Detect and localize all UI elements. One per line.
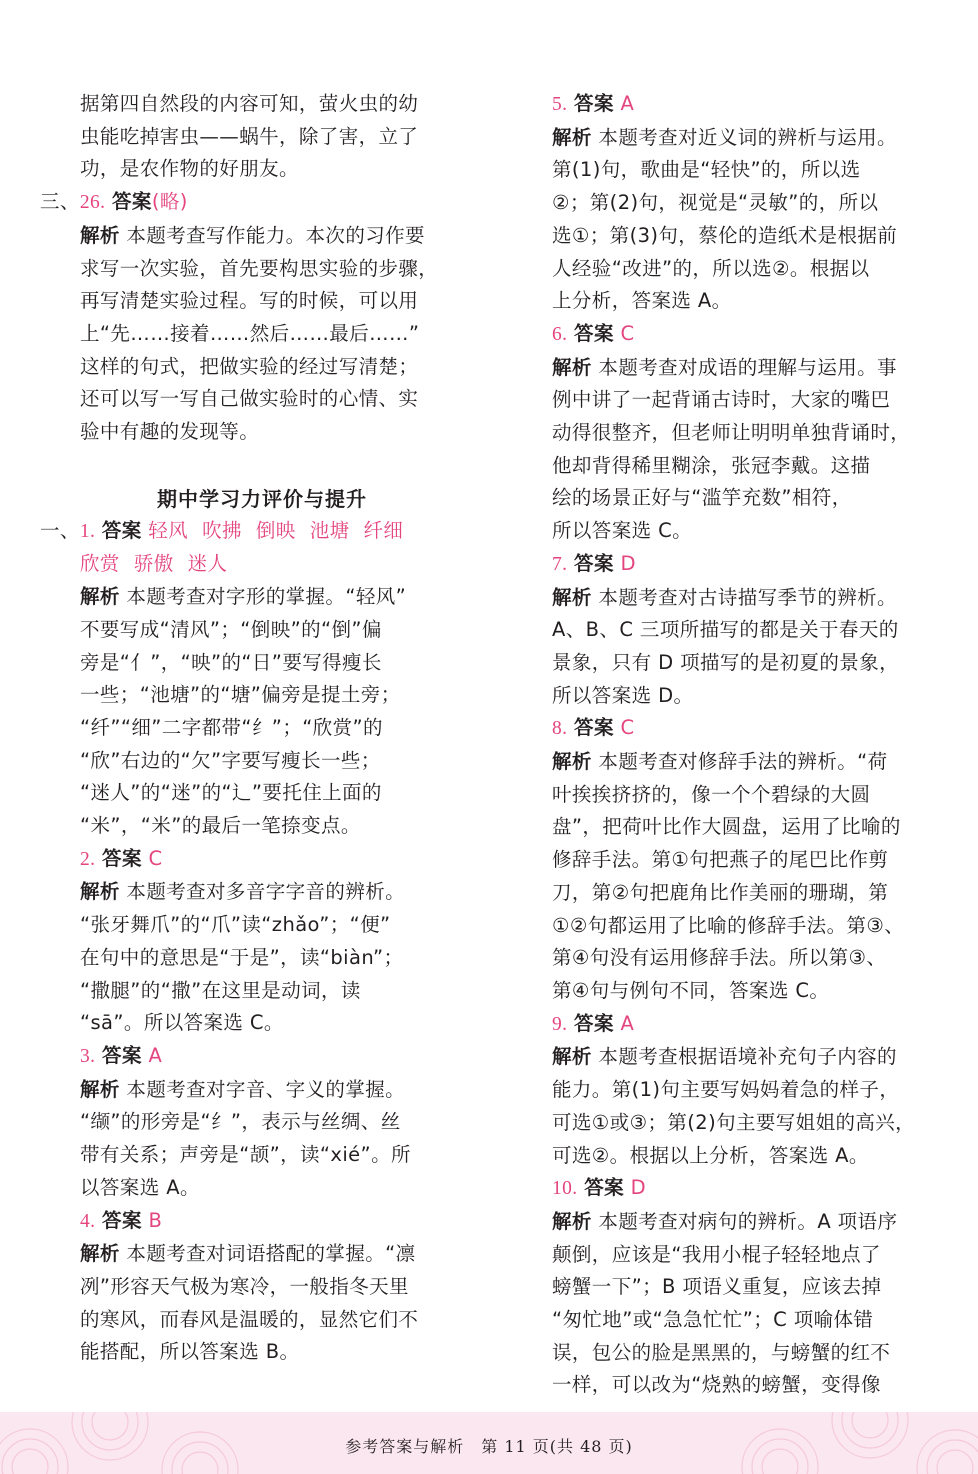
answer-word: 倒映 (255, 518, 296, 542)
text-line (40, 1238, 444, 1271)
text-line (552, 384, 918, 417)
text: 验中有趣的发现等。 (80, 420, 260, 444)
q26-explanation (40, 220, 444, 449)
text-line: 据第四自然段的内容可知，萤火虫的幼 (80, 92, 419, 115)
q4-block (40, 1205, 444, 1370)
text-line: 功，是农作物的好朋友。 (80, 157, 299, 181)
q6-block (552, 318, 918, 548)
text-line (40, 253, 444, 286)
answer-label: 答案 (102, 1043, 142, 1067)
text-line (552, 220, 918, 253)
q8-block (552, 712, 918, 1007)
question-header (552, 712, 918, 746)
text: 本题考查对字形的掌握。“轻风” (126, 585, 407, 609)
text-line (552, 1304, 918, 1337)
q2-block (40, 843, 444, 1040)
text: “纤”“细”二字都带“纟”；“欣赏”的 (80, 715, 383, 739)
text-line (40, 1336, 444, 1369)
section-title: 期中学习力评价与提升 (157, 486, 367, 511)
text-line (40, 1304, 444, 1337)
answer-label: 答案 (584, 1176, 624, 1200)
text: 景象，只有 D 项描写的是初夏的景象， (552, 650, 900, 674)
text-line (40, 1074, 444, 1107)
text: 第④句没有运用修辞手法。所以第③、 (552, 946, 887, 970)
text-line (40, 679, 444, 712)
question-header (552, 318, 918, 352)
text: 刀，第②句把鹿角比作美丽的珊瑚，第 (552, 880, 889, 904)
text: 选①；第(3)句，蔡伦的造纸术是根据前 (552, 223, 898, 247)
question-header (552, 1008, 918, 1042)
text-line (552, 1239, 918, 1272)
answer-label: 答案 (574, 551, 614, 575)
text: 可选①或③；第(2)句主要写姐姐的高兴， (552, 1110, 916, 1134)
text: “迷人”的“迷”的“辶”要托住上面的 (80, 781, 382, 805)
text-line (552, 352, 918, 385)
text-line (40, 285, 444, 318)
question-header (40, 1205, 444, 1239)
text-line (552, 614, 918, 647)
text-line (40, 351, 444, 384)
text: 在句中的意思是“于是”，读“biàn”； (80, 945, 404, 969)
answer-label: 答案 (574, 321, 614, 345)
q1-answer-words-cont (40, 548, 444, 581)
text: 动得很整齐，但老师让明明单独背诵时， (552, 421, 911, 445)
question-number: 2. (80, 848, 96, 870)
text: “撒腿”的“撒”在这里是动词，读 (80, 978, 361, 1002)
question-header (552, 1172, 918, 1206)
text: 的寒风，而春风是温暖的，显然它们不 (80, 1307, 419, 1331)
text-line (40, 1139, 444, 1172)
text: 能力。第(1)句主要写妈妈着急的样子， (552, 1078, 900, 1102)
answer-label: 答案 (574, 1011, 614, 1035)
text: 还可以写一写自己做实验时的心情、实 (80, 387, 419, 411)
text: 本题考查对修辞手法的辨析。“荷 (598, 750, 888, 774)
q3-block (40, 1040, 444, 1205)
question-header (40, 843, 444, 877)
footer-title: 参考答案与解析 (345, 1437, 465, 1456)
q1-explanation (40, 581, 444, 843)
answer-value: C (620, 716, 635, 740)
text-line (552, 975, 918, 1008)
text: 叶挨挨挤挤的，像一个个碧绿的大圆 (552, 782, 871, 806)
text-line (552, 1206, 918, 1239)
explanation-label: 解析 (552, 125, 592, 149)
text: 本题考查对词语搭配的掌握。“凛 (126, 1242, 416, 1266)
text-line (552, 253, 918, 286)
q10-block (552, 1172, 918, 1402)
text: “匆忙地”或“急急忙忙”；C 项喻体错 (552, 1308, 874, 1332)
text: 绘的场景正好与“滥竽充数”相符， (552, 486, 852, 510)
text: ①②句都运用了比喻的修辞手法。第③、 (552, 913, 905, 937)
text: 修辞手法。第①句把燕子的尾巴比作剪 (552, 848, 889, 872)
text-line (40, 1172, 444, 1205)
q1-answer-words (148, 519, 417, 542)
text-line (552, 1074, 918, 1107)
text: 第④句与例句不同，答案选 C。 (552, 978, 830, 1002)
answer-word: 迷人 (187, 552, 228, 576)
text: 本题考查对病句的辨析。A 项语序 (598, 1209, 898, 1233)
text-line (552, 285, 918, 318)
explanation-label: 解析 (80, 1077, 120, 1101)
text-line (552, 844, 918, 877)
text-line (552, 1369, 918, 1402)
text-line (552, 154, 918, 187)
question-number: 5. (552, 94, 568, 115)
text-line (40, 745, 444, 778)
text: 本题考查写作能力。本次的习作要 (126, 223, 425, 247)
footer-band (0, 1412, 978, 1474)
explanation-label: 解析 (552, 585, 592, 609)
text-line (40, 416, 444, 449)
text: 本题考查对近义词的辨析与运用。 (598, 125, 897, 149)
text-line (40, 318, 444, 351)
right-column (552, 88, 918, 1402)
text-line (552, 1107, 918, 1140)
text-line (552, 877, 918, 910)
question-number: 3. (80, 1045, 96, 1067)
question-number: 9. (552, 1013, 568, 1035)
q26-header: 三、26. 答案(略) (40, 190, 188, 214)
text-line (552, 779, 918, 812)
text: 一些；“池塘”的“塘”偏旁是提土旁； (80, 683, 401, 707)
text-line (40, 647, 444, 680)
text-line (40, 581, 444, 614)
text-line (552, 647, 918, 680)
text-line (552, 1271, 918, 1304)
question-number: 10. (552, 1178, 578, 1200)
text: 上分析，答案选 A。 (552, 289, 732, 313)
explanation-label: 解析 (80, 223, 120, 247)
text: 本题考查对成语的理解与运用。事 (598, 355, 897, 379)
answer-word: 欣赏 (80, 552, 120, 576)
text: 求写一次实验，首先要构思实验的步骤， (80, 256, 439, 280)
explanation-label: 解析 (552, 750, 592, 774)
text: 这样的句式，把做实验的经过写清楚； (80, 354, 419, 378)
text-line (40, 383, 444, 416)
text-line (40, 876, 444, 909)
text-line (552, 450, 918, 483)
text: 再写清楚实验过程。写的时候，可以用 (80, 289, 419, 313)
q5-block (552, 88, 918, 318)
text: 第(1)句，歌曲是“轻快”的，所以选 (552, 158, 861, 182)
text: 所以答案选 D。 (552, 683, 694, 707)
text: 所以答案选 C。 (552, 519, 693, 543)
answer-value: C (148, 846, 163, 870)
text-line (40, 712, 444, 745)
text-line (40, 614, 444, 647)
text-line (40, 975, 444, 1008)
question-header (552, 548, 918, 582)
text: 人经验“改进”的，所以选②。根据以 (552, 256, 870, 280)
text: 他却背得稀里糊涂，张冠李戴。这描 (552, 453, 871, 477)
text: 颠倒，应该是“我用小棍子轻轻地点了 (552, 1242, 881, 1266)
answer-value: D (620, 551, 636, 575)
text: 误，包公的脸是黑黑的，与螃蟹的红不 (552, 1340, 891, 1364)
text: 本题考查对多音字字音的辨析。 (126, 880, 406, 904)
page-number: 第 11 页(共 48 页) (481, 1437, 633, 1456)
answer-value: A (148, 1043, 163, 1067)
text: 不要写成“清风”；“倒映”的“倒”偏 (80, 617, 382, 641)
explanation-label: 解析 (552, 355, 592, 379)
text: 本题考查对字音、字义的掌握。 (126, 1077, 406, 1101)
explanation-label: 解析 (552, 1045, 592, 1069)
text-line (552, 515, 918, 548)
answer-label: 答案 (574, 716, 614, 740)
text: 盘”，把荷叶比作大圆盘，运用了比喻的 (552, 815, 901, 839)
text: 可选②。根据以上分析，答案选 A。 (552, 1143, 869, 1167)
text: “sā”。所以答案选 C。 (80, 1011, 284, 1035)
intro-paragraph (40, 88, 444, 186)
text-line (40, 942, 444, 975)
answer-label: 答案 (102, 846, 142, 870)
text-line: 虫能吃掉害虫——蜗牛，除了害，立了 (80, 124, 419, 148)
answer-label: 答案 (102, 1208, 142, 1232)
explanation-label: 解析 (80, 880, 120, 904)
text: 一样，可以改为“烧熟的螃蟹，变得像 (552, 1373, 881, 1397)
text-line (552, 582, 918, 615)
text: ②；第(2)句，视觉是“灵敏”的，所以 (552, 191, 879, 215)
text-line (552, 482, 918, 515)
text: “缬”的形旁是“纟”，表示与丝绸、丝 (80, 1110, 401, 1134)
text-line (40, 810, 444, 843)
question-number: 8. (552, 718, 568, 740)
explanation-label: 解析 (552, 1209, 592, 1233)
explanation-label: 解析 (80, 1242, 120, 1266)
answer-value: D (630, 1176, 647, 1200)
text: 能搭配，所以答案选 B。 (80, 1340, 300, 1364)
text-line (40, 1106, 444, 1139)
text: 例中讲了一起背诵古诗时，大家的嘴巴 (552, 388, 891, 412)
answer-value: A (620, 1011, 635, 1035)
text-line (552, 942, 918, 975)
text: “欣”右边的“欠”字要写瘦长一些； (80, 748, 381, 772)
text: A、B、C 三项所描写的都是关于春天的 (552, 618, 899, 642)
q7-block (552, 548, 918, 713)
answer-value: B (148, 1208, 163, 1232)
text-line (552, 910, 918, 943)
explanation-label: 解析 (80, 585, 120, 609)
q9-block (552, 1008, 918, 1173)
text: “张牙舞爪”的“爪”读“zhǎo”；“便” (80, 913, 391, 937)
question-header (40, 1040, 444, 1074)
answer-word: 池塘 (309, 518, 350, 542)
answer-value: C (620, 321, 635, 345)
question-number: 6. (552, 323, 568, 345)
q1-header: 一、1. 答案 轻风 吹拂 倒映 池塘 纤细 (40, 515, 444, 549)
question-number: 4. (80, 1210, 96, 1232)
text-line (552, 746, 918, 779)
answer-word: 纤细 (363, 518, 404, 542)
answer-label: 答案 (574, 92, 614, 115)
text: 本题考查根据语境补充句子内容的 (598, 1045, 897, 1069)
text-line (552, 1337, 918, 1370)
text-line (40, 777, 444, 810)
answer-word: 骄傲 (133, 552, 174, 576)
text-line (552, 680, 918, 713)
text-line (40, 1271, 444, 1304)
answer-value: A (620, 92, 635, 115)
text-line (552, 187, 918, 220)
answer-word: 轻风 (148, 518, 189, 542)
answer-word: 吹拂 (202, 518, 242, 542)
footer-text (0, 1434, 978, 1457)
text: 带有关系；声旁是“颉”，读“xié”。所 (80, 1143, 411, 1167)
text: 旁是“亻”，“映”的“日”要写得瘦长 (80, 650, 382, 674)
text-line (552, 1041, 918, 1074)
text: 以答案选 A。 (80, 1175, 200, 1199)
text: 螃蟹一下”；B 项语义重复，应该去掉 (552, 1275, 882, 1299)
text-line (40, 220, 444, 253)
text-line (40, 909, 444, 942)
question-header (552, 88, 918, 122)
question-number: 7. (552, 553, 568, 575)
text-line (552, 417, 918, 450)
text-line (552, 811, 918, 844)
text: 冽”形容天气极为寒冷，一般指冬天里 (80, 1274, 409, 1298)
text-line (552, 122, 918, 155)
text: 本题考查对古诗描写季节的辨析。 (598, 585, 897, 609)
text: “米”，“米”的最后一笔捺变点。 (80, 814, 361, 838)
left-column (40, 88, 444, 1369)
text-line (40, 1007, 444, 1040)
text: 上“先……接着……然后……最后……” (80, 321, 420, 345)
text-line (552, 1140, 918, 1173)
